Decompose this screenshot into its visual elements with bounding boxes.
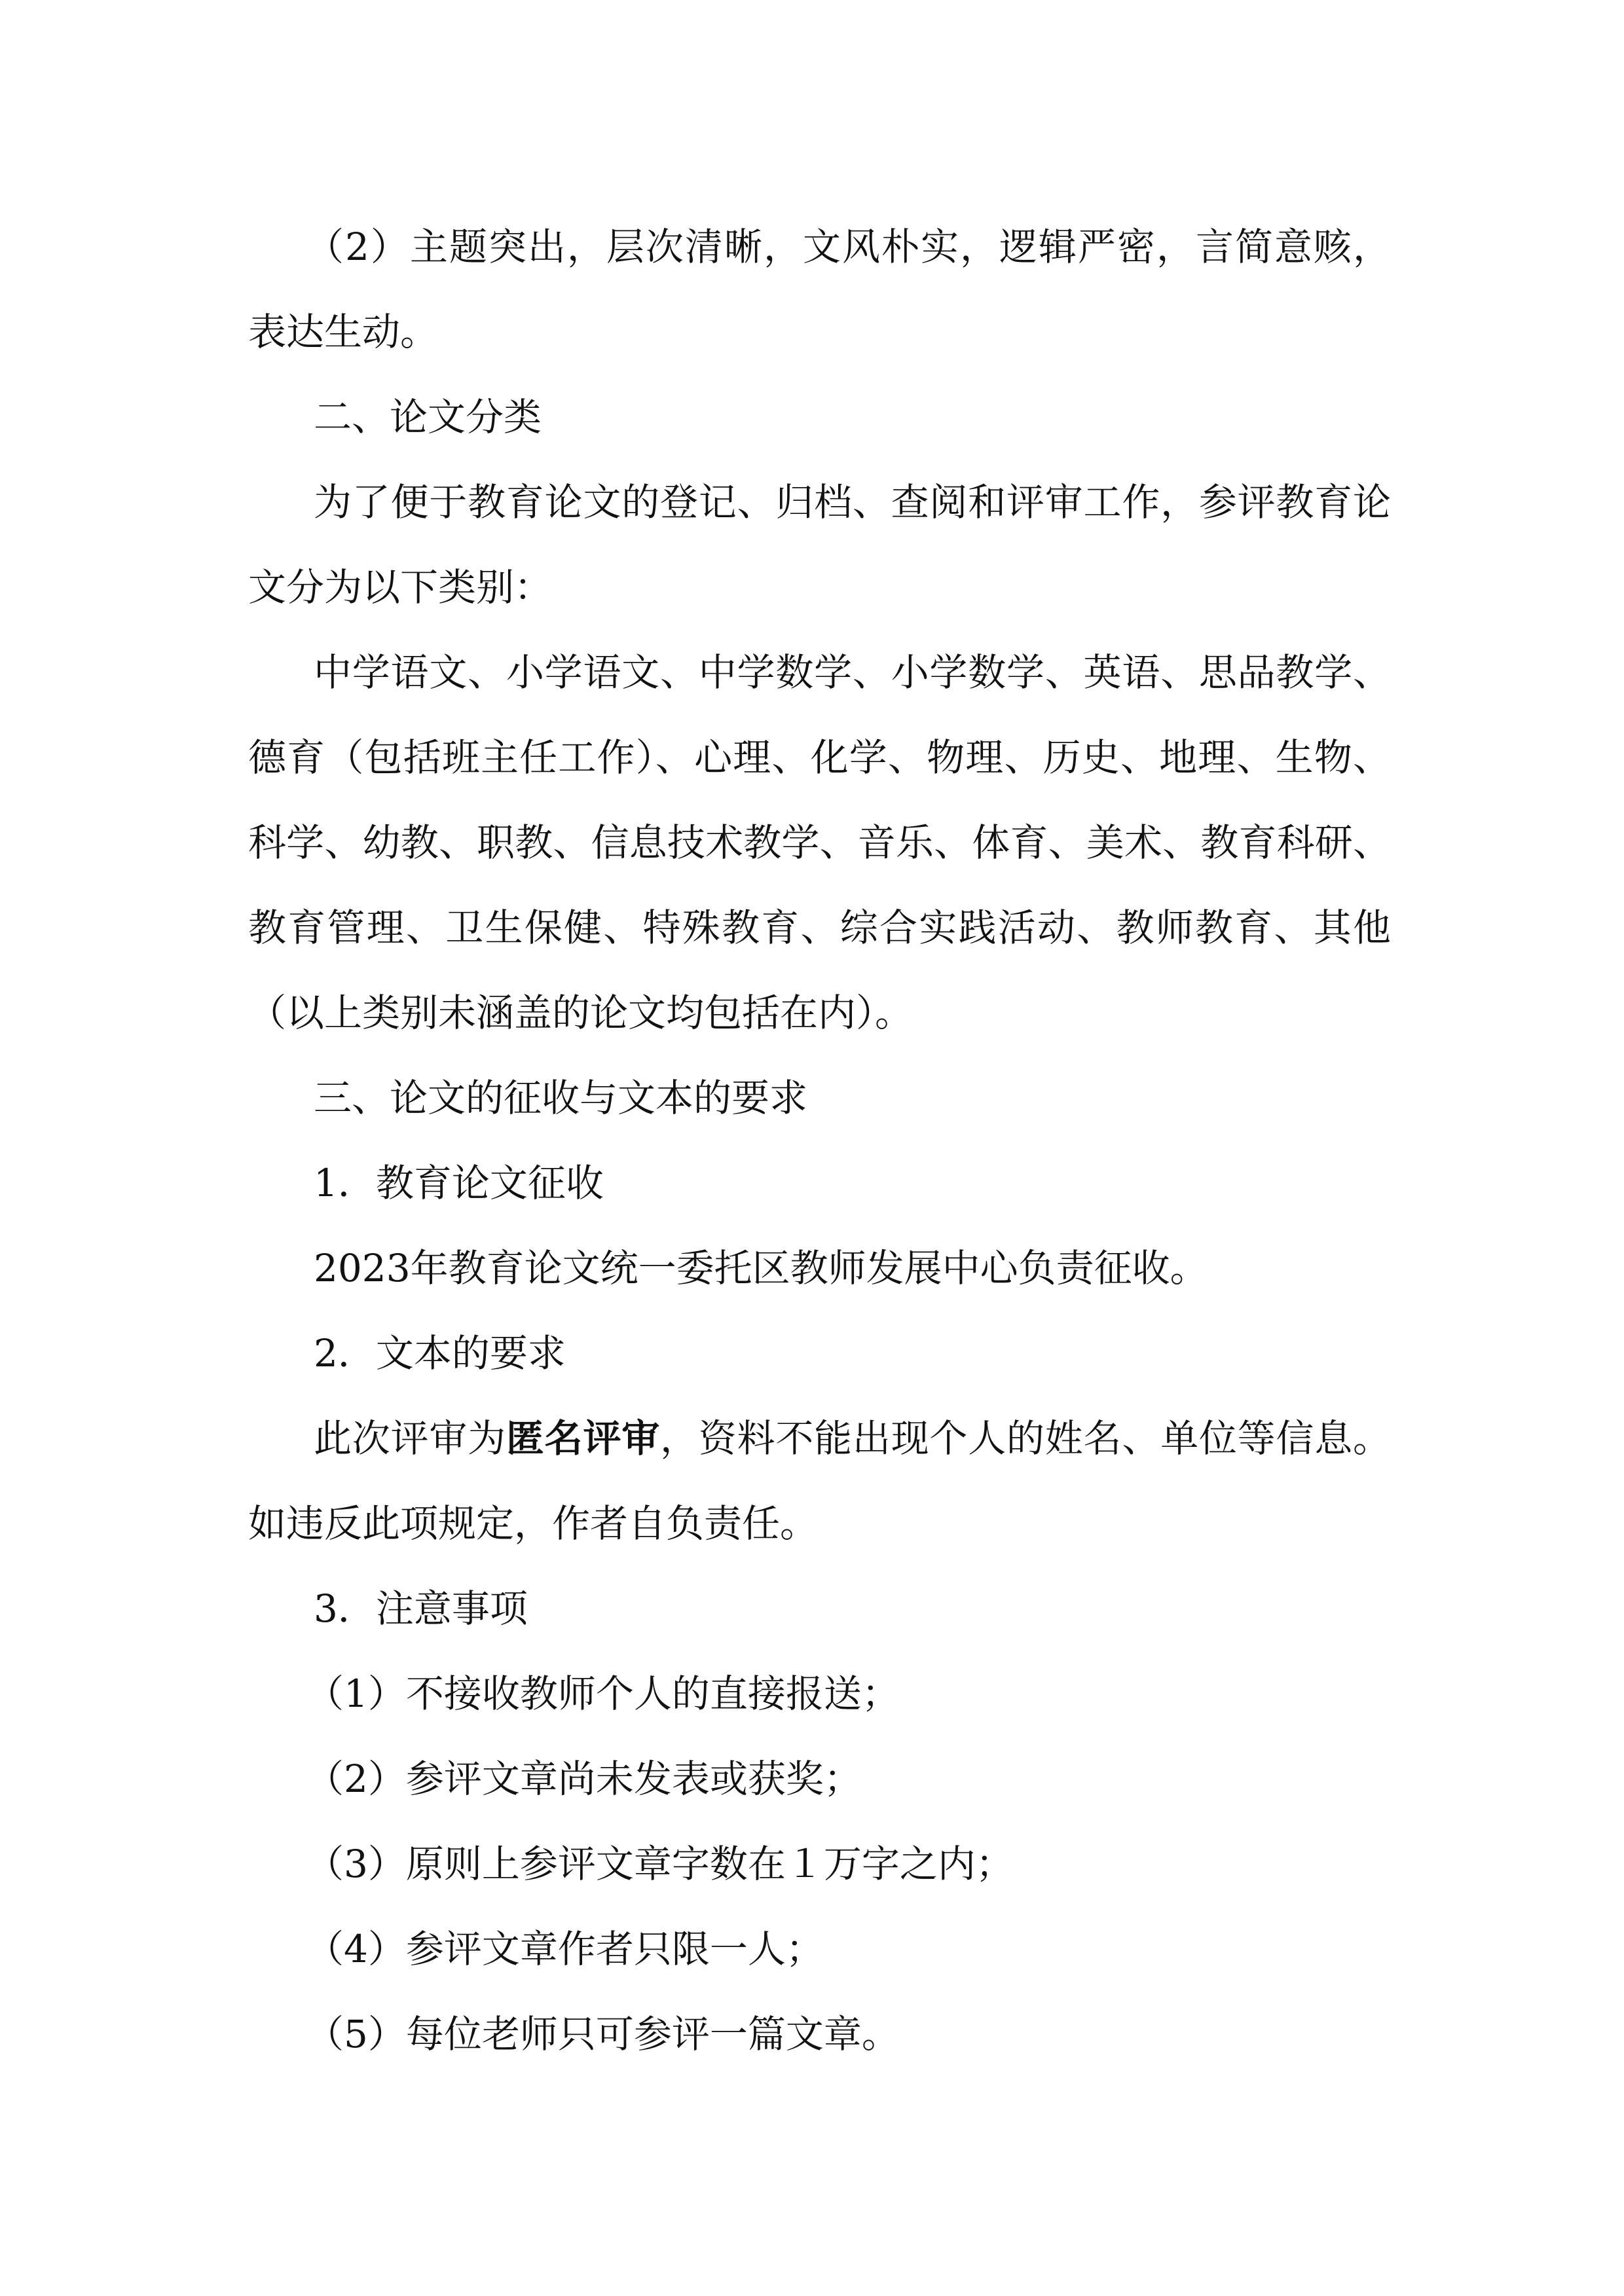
subheading-collection: 1．教育论文征收 bbox=[314, 1161, 604, 1205]
paragraph-collection: 2023年教育论文统一委托区教师发展中心负责征收。 bbox=[314, 1246, 1208, 1290]
document-body bbox=[248, 204, 1391, 2077]
paragraph-categories-intro: 为了便于教育论文的登记、归档、查阅和评审工作，参评教育论文分为以下类别： bbox=[248, 480, 1391, 610]
heading-paper-categories: 二、论文分类 bbox=[314, 395, 542, 439]
paragraph-anonymous-review bbox=[248, 1396, 1391, 1566]
anonymous-review-pre: 此次评审为 bbox=[314, 1416, 506, 1461]
paragraph-categories-list: 中学语文、小学语文、中学数学、小学数学、英语、思品教学、德育（包括班主任工作）、心理、化学、物理、历史、地理、生物、科学、幼教、职教、信息技术教学、音乐、体育、美术、教育科研、教育管理、卫生保健、特殊教育、综合实践活动、教师教育、其他（以上类别未涵盖的论文均包括在内）。 bbox=[248, 650, 1391, 1035]
note-item-4: （4）参评文章作者只限一人； bbox=[306, 1927, 824, 1971]
note-item-5: （5）每位老师只可参评一篇文章。 bbox=[306, 2012, 900, 2056]
anonymous-review-post: ，资料不能出现个人的姓名、单位等信息。如违反此项规定，作者自负责任。 bbox=[248, 1416, 1391, 1546]
note-item-3: （3）原则上参评文章字数在１万字之内； bbox=[306, 1842, 1014, 1886]
anonymous-review-bold: 匿名评审 bbox=[506, 1416, 660, 1461]
note-item-1: （1）不接收教师个人的直接报送； bbox=[306, 1671, 900, 1716]
note-item-2: （2）参评文章尚未发表或获奖； bbox=[306, 1757, 862, 1801]
subheading-notes: 3．注意事项 bbox=[314, 1586, 528, 1631]
paragraph-theme: （2）主题突出，层次清晰，文风朴实，逻辑严密，言简意赅，表达生动。 bbox=[248, 225, 1391, 354]
subheading-text-requirements: 2．文本的要求 bbox=[314, 1331, 566, 1376]
heading-collection-requirements: 三、论文的征收与文本的要求 bbox=[314, 1076, 808, 1120]
